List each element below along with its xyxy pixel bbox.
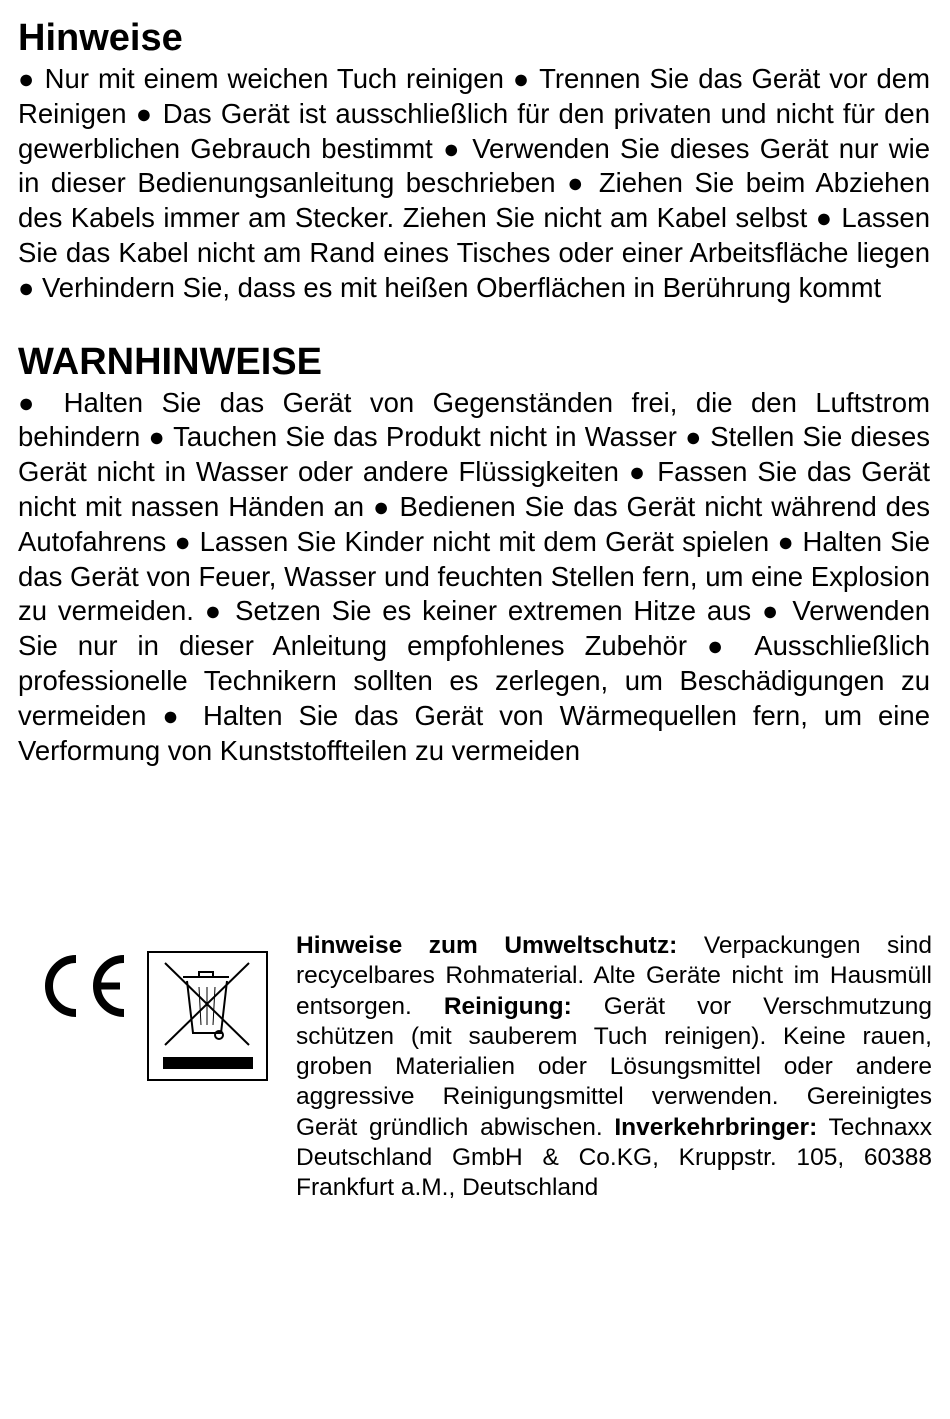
env-label: Hinweise zum Umweltschutz: <box>296 932 678 959</box>
cleaning-text: Gerät vor Verschmutzung schützen (mit sauberem Tuch reinigen). Keine rauen, groben Materialien oder Lösungsmittel oder andere aggressive Reinigungsmittel verwenden. Gereinigtes Gerät gründlich abwischen. <box>296 992 932 1141</box>
list-item: Stellen Sie dieses Gerät nicht in Wasser oder andere Flüssigkeiten <box>18 421 931 488</box>
crossed-out-wheelie-bin-icon <box>149 953 266 1079</box>
weee-symbol <box>147 951 268 1081</box>
bullet-icon: ● <box>512 64 531 94</box>
list-item: Ziehen Sie beim Abziehen des Kabels immer am Stecker. Ziehen Sie nicht am Kabel selbst <box>18 167 931 234</box>
list-item: Verwenden Sie nur in dieser Anleitung empfohlenes Zubehör <box>18 595 931 662</box>
notes-paragraph <box>18 62 930 306</box>
bullet-icon: ● <box>815 203 833 234</box>
distributor-text: Technaxx Deutschland GmbH & Co.KG, Kruppstr. 105, 60388 Frankfurt a.M., Deutschland <box>296 1113 932 1202</box>
list-item: Setzen Sie es keiner extremen Hitze aus <box>235 595 752 627</box>
notes-section <box>18 14 930 306</box>
bullet-icon: ● <box>685 422 703 453</box>
list-item: Trennen Sie das Gerät vor dem Reinigen <box>18 63 931 129</box>
bullet-icon: ● <box>162 700 188 731</box>
bullet-icon: ● <box>443 133 462 164</box>
bullet-icon: ● <box>18 64 36 94</box>
list-item: Fassen Sie das Gerät nicht mit nassen Händen an <box>18 456 931 522</box>
list-item: Tauchen Sie das Produkt nicht in Wasser <box>173 421 677 453</box>
bullet-icon: ● <box>372 491 391 522</box>
bullet-icon: ● <box>18 272 35 303</box>
list-item: Verhindern Sie, dass es mit heißen Oberflächen in Berührung kommt <box>41 271 882 303</box>
list-item: Halten Sie das Gerät von Wärmequellen fern, um eine Verformung von Kunststoffteilen zu vermeiden <box>18 699 931 766</box>
bullet-icon: ● <box>174 526 192 557</box>
list-item: Halten Sie das Gerät von Feuer, Wasser und feuchten Stellen fern, um eine Explosion zu vermeiden. <box>18 525 931 627</box>
list-item: Lassen Sie das Kabel nicht am Rand eines Tisches oder einer Arbeitsfläche liegen <box>18 202 931 268</box>
list-item: Halten Sie das Gerät von Gegenständen frei, die den Luftstrom behindern <box>18 386 930 453</box>
warnings-section <box>18 338 930 769</box>
list-item: Bedienen Sie das Gerät nicht während des Autofahrens <box>18 490 930 557</box>
list-item: Verwenden Sie dieses Gerät nur wie in dieser Bedienungsanleitung beschrieben <box>18 132 930 199</box>
bullet-icon: ● <box>567 168 588 199</box>
cleaning-label: Reinigung: <box>443 992 572 1020</box>
bullet-icon: ● <box>204 596 225 627</box>
list-item: Nur mit einem weichen Tuch reinigen <box>44 63 504 94</box>
warnings-title: WARNHINWEISE <box>18 340 322 383</box>
environment-notice <box>296 931 932 1204</box>
list-item: Lassen Sie Kinder nicht mit dem Gerät spielen <box>199 525 770 557</box>
bullet-icon: ● <box>18 387 46 418</box>
notes-title: Hinweise <box>18 17 183 59</box>
footer <box>40 931 932 1251</box>
list-item: Das Gerät ist ausschließlich für den privaten und nicht für den gewerblichen Gebrauch bestimmt <box>18 97 931 164</box>
document-page <box>18 14 930 768</box>
bullet-icon: ● <box>707 631 736 662</box>
ce-mark-icon <box>40 951 130 1021</box>
bullet-icon: ● <box>135 98 154 129</box>
bullet-icon: ● <box>628 457 648 488</box>
env-text: Verpackungen sind recycelbares Rohmaterial. Alte Geräte nicht im Hausmüll entsorgen. <box>296 932 933 1020</box>
bullet-icon: ● <box>148 422 166 453</box>
bullet-icon: ● <box>762 596 782 627</box>
distributor-label: Inverkehrbringer: <box>614 1113 818 1141</box>
bullet-icon: ● <box>777 526 795 557</box>
list-item: Ausschließlich professionelle Technikern sollten es zerlegen, um Beschädigungen zu vermeiden <box>18 630 931 731</box>
warnings-paragraph <box>18 386 930 769</box>
